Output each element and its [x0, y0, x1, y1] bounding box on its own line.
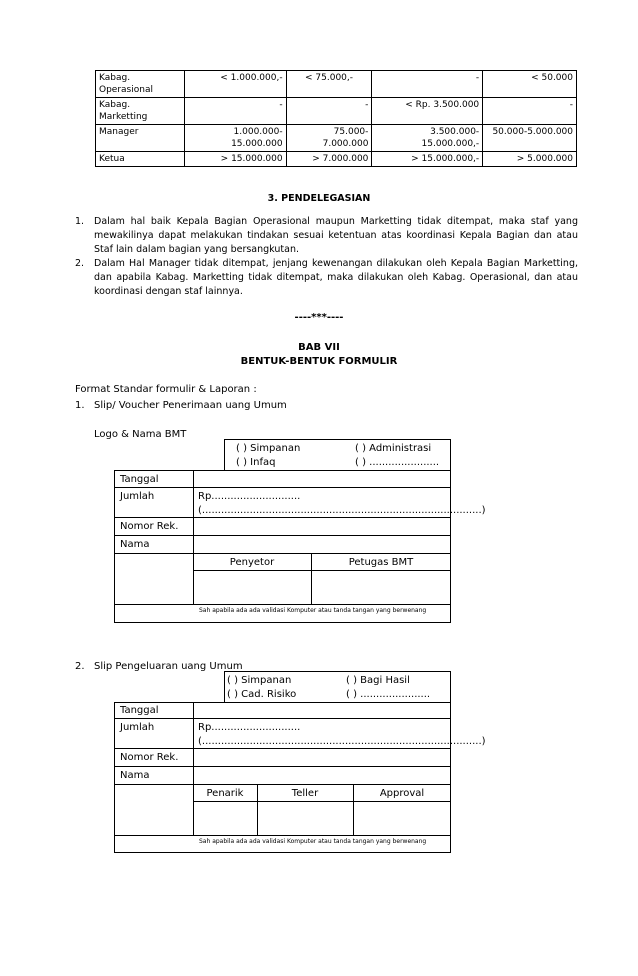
form1-logo-text: Logo & Nama BMT — [94, 429, 187, 440]
table-cell: - — [483, 98, 577, 125]
list-item: Dalam Hal Manager tidak ditempat, jenjang kewenangan dilakukan oleh Kepala Bagian Marketting, dan apabila Kabag. Marketting tidak ditempat, maka dilakukan oleh Kabag. Operasional, dan atau koordinasi dengan staf lainnya. — [94, 258, 578, 297]
form2-signature-penarik: Penarik — [206, 788, 244, 799]
table-cell: < 1.000.000,- — [184, 71, 286, 98]
table-cell: 1.000.000- 15.000.000 — [184, 125, 286, 152]
section-heading: 3. PENDELEGASIAN — [267, 193, 371, 204]
intro-text: Format Standar formulir & Laporan : — [75, 384, 257, 395]
table-cell: < Rp. 3.500.000 — [372, 98, 483, 125]
list-item-number: 2. — [75, 258, 85, 269]
form1-signature-penyetor: Penyetor — [229, 557, 275, 568]
form1-terbilang-field: (........................................................................................) — [198, 505, 486, 516]
form2-option-other: ( ) ...................... — [346, 689, 431, 700]
form2-option-cad-risiko: ( ) Cad. Risiko — [227, 689, 297, 700]
form2-norek-label: Nomor Rek. — [120, 752, 179, 763]
table-cell: > 5.000.000 — [483, 152, 577, 167]
separator: ----***---- — [294, 312, 344, 323]
form2-title: Slip Pengeluaran uang Umum — [94, 661, 243, 672]
form1-option-simpanan: ( ) Simpanan — [236, 443, 301, 454]
table-cell: Manager — [96, 125, 185, 152]
form1-option-other: ( ) ...................... — [355, 457, 440, 468]
form1-nama-label: Nama — [120, 539, 150, 550]
table-cell: 50.000-5.000.000 — [483, 125, 577, 152]
table-cell: Ketua — [96, 152, 185, 167]
form2-signature-approval: Approval — [379, 788, 425, 799]
table-row — [96, 98, 577, 125]
chapter-subtitle: BENTUK-BENTUK FORMULIR — [240, 356, 398, 367]
table-cell: > 7.000.000 — [286, 152, 372, 167]
table-cell: - — [184, 98, 286, 125]
form1-rp-field: Rp............................ — [198, 491, 301, 502]
form1-validation-note: Sah apabila ada ada validasi Komputer atau tanda tangan yang berwenang — [199, 607, 427, 614]
form1-jumlah-label: Jumlah — [120, 491, 155, 502]
form2-jumlah-label: Jumlah — [120, 722, 155, 733]
table-cell: > 15.000.000 — [184, 152, 286, 167]
form2-option-bagi-hasil: ( ) Bagi Hasil — [346, 675, 410, 686]
form2-terbilang-field: (........................................................................................) — [198, 736, 486, 747]
table-cell: 3.500.000- 15.000.000,- — [372, 125, 483, 152]
table-cell: Kabag. Operasional — [96, 71, 185, 98]
table-cell: > 15.000.000,- — [372, 152, 483, 167]
list-item-number: 1. — [75, 216, 85, 227]
table-cell: - — [286, 98, 372, 125]
form1-title: Slip/ Voucher Penerimaan uang Umum — [94, 400, 287, 411]
authority-table — [95, 70, 577, 167]
list-item: Dalam hal baik Kepala Bagian Operasional maupun Marketting tidak ditempat, maka staf yang mewakilinya dapat melakukan tindakan sesuai ketentuan atas koordinasi Kepala Bagian dan atau Staf lain dalam bagian yang bersangkutan. — [94, 216, 578, 255]
table-cell: < 50.000 — [483, 71, 577, 98]
form1-option-administrasi: ( ) Administrasi — [355, 443, 432, 454]
form1-signature-petugas: Petugas BMT — [348, 557, 414, 568]
form2-tanggal-label: Tanggal — [120, 705, 159, 716]
table-row — [96, 71, 577, 98]
form1-option-infaq: ( ) Infaq — [236, 457, 276, 468]
table-cell: 75.000- 7.000.000 — [286, 125, 372, 152]
table-row — [96, 125, 577, 152]
form2-nama-label: Nama — [120, 770, 150, 781]
table-row — [96, 152, 577, 167]
table-cell: < 75.000,- — [286, 71, 372, 98]
form1-number: 1. — [75, 400, 85, 411]
form2-validation-note: Sah apabila ada ada validasi Komputer atau tanda tangan yang berwenang — [199, 838, 427, 845]
form1-norek-label: Nomor Rek. — [120, 521, 179, 532]
form2-rp-field: Rp............................ — [198, 722, 301, 733]
form2-option-simpanan: ( ) Simpanan — [227, 675, 292, 686]
form1-tanggal-label: Tanggal — [120, 474, 159, 485]
table-cell: Kabag. Marketting — [96, 98, 185, 125]
table-cell: - — [372, 71, 483, 98]
chapter-title: BAB VII — [298, 342, 340, 353]
form2-number: 2. — [75, 661, 85, 672]
form2-signature-teller: Teller — [291, 788, 319, 799]
